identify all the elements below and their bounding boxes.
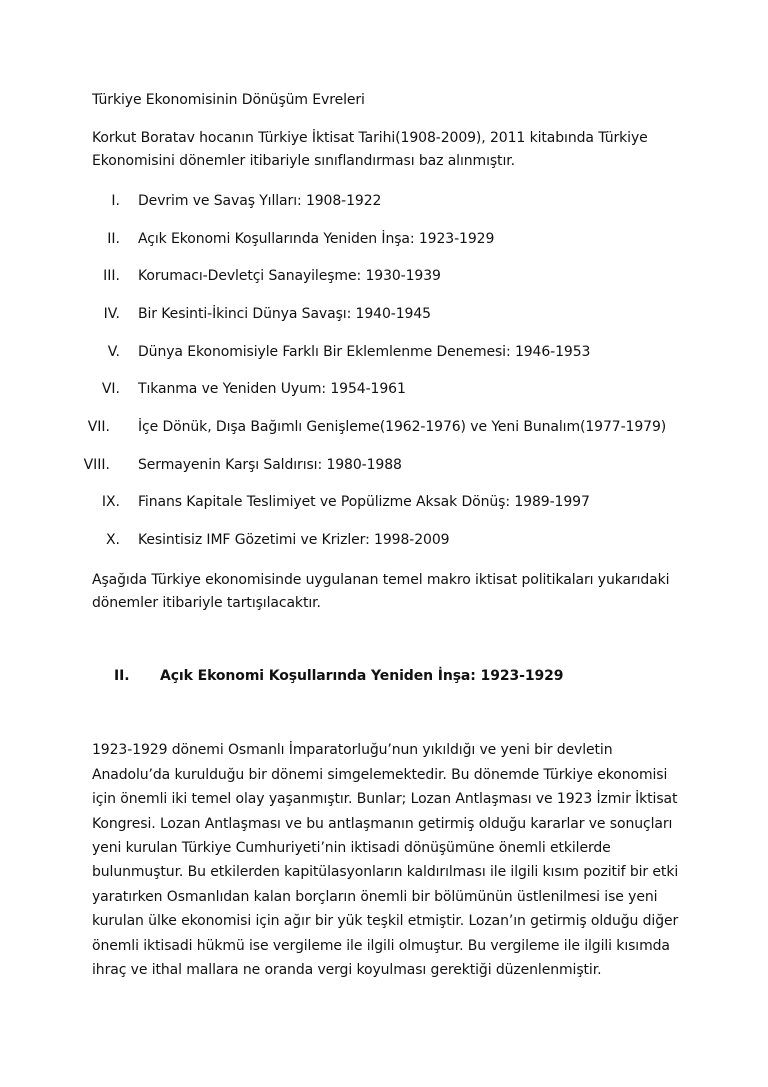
document-title: Türkiye Ekonomisinin Dönüşüm Evreleri: [92, 92, 365, 108]
period-text: Dünya Ekonomisiyle Farklı Bir Eklemlenme Denemesi: 1946-1953: [138, 344, 591, 360]
period-text: Bir Kesinti-İkinci Dünya Savaşı: 1940-1945: [138, 306, 431, 322]
period-number: IV.: [103, 306, 120, 322]
period-text: Açık Ekonomi Koşullarında Yeniden İnşa: 1923-1929: [138, 231, 495, 247]
period-number: V.: [107, 344, 120, 360]
period-number: III.: [103, 268, 120, 284]
body-line: önemli iktisadi hükmü ise vergileme ile ilgili olmuştur. Bu vergileme ile ilgili kısımda: [92, 938, 670, 954]
period-number: IX.: [101, 494, 120, 510]
body-line: Anadolu’da kurulduğu bir dönemi simgelemektedir. Bu dönemde Türkiye ekonomisi: [92, 767, 668, 783]
period-number: I.: [111, 193, 120, 209]
period-text: Kesintisiz IMF Gözetimi ve Krizler: 1998-2009: [138, 532, 450, 548]
body-line: yeni kurulan Türkiye Cumhuriyeti’nin iktisadi dönüşümüne önemli etkilerde: [92, 840, 611, 856]
period-number: VII.: [87, 419, 110, 435]
period-number: VI.: [101, 381, 120, 397]
body-line: için önemli iki temel olay yaşanmıştır. Bunlar; Lozan Antlaşması ve 1923 İzmir İktisat: [92, 791, 678, 807]
body-line: bulunmuştur. Bu etkilerden kapitülasyonların kaldırılması ile ilgili kısım pozitif bir etki: [92, 864, 679, 880]
period-text: Korumacı-Devletçi Sanayileşme: 1930-1939: [138, 268, 441, 284]
period-text: Finans Kapitale Teslimiyet ve Popülizme Aksak Dönüş: 1989-1997: [138, 494, 590, 510]
body-line: kurulan ülke ekonomisi için ağır bir yük teşkil etmiştir. Lozan’ın getirmiş olduğu diğer: [92, 913, 679, 929]
section-heading: Açık Ekonomi Koşullarında Yeniden İnşa: 1923-1929: [160, 668, 564, 684]
period-number: X.: [105, 532, 120, 548]
body-line: ihraç ve ithal mallara ne oranda vergi koyulması gerektiği düzenlenmiştir.: [92, 962, 602, 978]
summary-line: dönemler itibariyle tartışılacaktır.: [92, 595, 321, 611]
body-line: 1923-1929 dönemi Osmanlı İmparatorluğu’nun yıkıldığı ve yeni bir devletin: [92, 742, 613, 758]
period-text: İçe Dönük, Dışa Bağımlı Genişleme(1962-1976) ve Yeni Bunalım(1977-1979): [138, 419, 667, 435]
section-number: II.: [114, 668, 130, 684]
intro-line: Korkut Boratav hocanın Türkiye İktisat Tarihi(1908-2009), 2011 kitabında Türkiye: [92, 130, 648, 146]
intro-line: Ekonomisini dönemler itibariyle sınıflandırması baz alınmıştır.: [92, 153, 515, 169]
body-line: yaratırken Osmanlıdan kalan borçların önemli bir bölümünün üstlenilmesi ise yeni: [92, 889, 658, 905]
period-number: VIII.: [83, 457, 110, 473]
period-text: Sermayenin Karşı Saldırısı: 1980-1988: [138, 457, 402, 473]
period-number: II.: [107, 231, 120, 247]
period-text: Tıkanma ve Yeniden Uyum: 1954-1961: [138, 381, 406, 397]
period-text: Devrim ve Savaş Yılları: 1908-1922: [138, 193, 382, 209]
body-line: Kongresi. Lozan Antlaşması ve bu antlaşmanın getirmiş olduğu kararlar ve sonuçları: [92, 816, 673, 832]
summary-line: Aşağıda Türkiye ekonomisinde uygulanan temel makro iktisat politikaları yukarıdaki: [92, 572, 670, 588]
